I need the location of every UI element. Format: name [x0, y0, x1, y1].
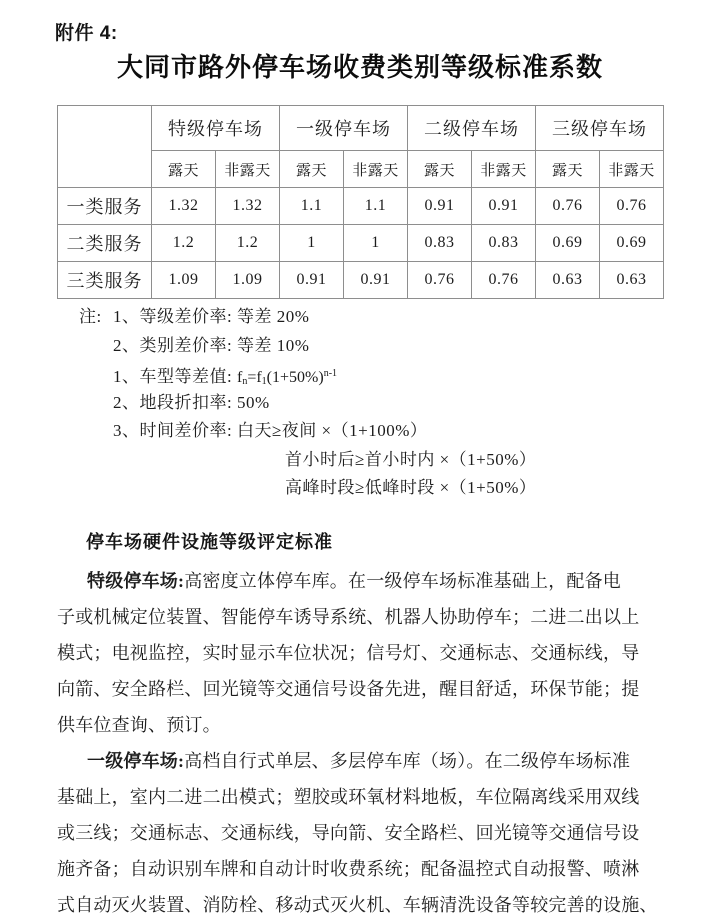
- paragraph-line: 施齐备；自动识别车牌和自动计时收费系统；配备温控式自动报警、喷淋: [57, 859, 640, 879]
- note-number: 1、: [113, 367, 140, 386]
- paragraph-lead-label: 一级停车场:: [87, 751, 185, 771]
- note-text: 车型等差值:: [139, 367, 233, 386]
- table-cell: 0.69: [536, 225, 600, 262]
- body-text-block: [57, 563, 669, 923]
- note-text: 地段折扣率: 50%: [139, 392, 270, 412]
- formula-subscript-n: n: [242, 376, 248, 387]
- paragraph-text: 高密度立体停车库。在一级停车场标准基础上，配备电: [184, 571, 622, 591]
- table-cell: 1.1: [280, 188, 344, 225]
- table-row-label: 一类服务: [58, 188, 152, 225]
- table-subheader: 非露天: [472, 151, 536, 188]
- notes-block: [57, 303, 667, 503]
- table-cell: 1.1: [344, 188, 408, 225]
- note-number: 3、: [113, 421, 140, 440]
- paragraph-line: 向箭、安全路栏、回光镜等交通信号设备先进，醒目舒适，环保节能；提: [57, 679, 640, 699]
- table-subheader: 露天: [408, 151, 472, 188]
- formula-base: f: [236, 369, 243, 386]
- paragraph-text: 高档自行式单层、多层停车库（场）。在二级停车场标准: [184, 751, 631, 771]
- paragraph-lead-label: 特级停车场:: [87, 571, 185, 591]
- table-cell: 0.91: [472, 188, 536, 225]
- table-subheader: 非露天: [600, 151, 664, 188]
- table-cell: 0.91: [280, 262, 344, 299]
- paragraph-line: 供车位查询、预订。: [57, 715, 221, 735]
- table-subheader: 露天: [152, 151, 216, 188]
- table-cell: 1.09: [152, 262, 216, 299]
- paragraph-line: 式自动灭火装置、消防栓、移动式灭火机、车辆清洗设备等较完善的设施、: [57, 895, 658, 915]
- coefficient-table: [57, 105, 664, 299]
- formula-subscript-1: 1: [261, 376, 267, 387]
- table-cell: 0.83: [472, 225, 536, 262]
- note-line: [57, 303, 667, 332]
- table-subheader: 非露天: [344, 151, 408, 188]
- table-row: [58, 225, 664, 262]
- table-row-label: 三类服务: [58, 262, 152, 299]
- table-cell: 1: [344, 225, 408, 262]
- note-text: 等级差价率: 等差 20%: [139, 307, 310, 326]
- table-cell: 0.63: [600, 262, 664, 299]
- table-cell: 0.76: [408, 262, 472, 299]
- note-text: 首小时后≥首小时内 ×（1+50%）: [285, 449, 537, 469]
- table-row: [58, 188, 664, 225]
- formula-body: (1+50%): [266, 369, 324, 386]
- note-text: 时间差价率: 白天≥夜间 ×（1+100%）: [139, 421, 428, 440]
- table-grade-header: 特级停车场: [152, 106, 280, 151]
- table-cell: 1.32: [152, 188, 216, 225]
- note-line-formula: [57, 360, 667, 389]
- table-cell: 0.76: [536, 188, 600, 225]
- note-number: 2、: [113, 392, 140, 412]
- table-cell: 1: [280, 225, 344, 262]
- table-cell: 0.91: [408, 188, 472, 225]
- table-cell: 1.2: [152, 225, 216, 262]
- note-text: 类别差价率: 等差 10%: [139, 335, 310, 355]
- paragraph-first-line: [57, 743, 669, 779]
- paragraph-first-line: [57, 563, 669, 599]
- vehicle-tier-formula: [237, 369, 337, 386]
- note-number: 1、: [113, 307, 140, 326]
- formula-equals: =f: [247, 369, 262, 386]
- attachment-label: 附件 4:: [55, 23, 118, 44]
- paragraph-line: 或三线；交通标志、交通标线，导向箭、安全路栏、回光镜等交通信号设: [57, 823, 640, 843]
- table-cell: 0.69: [600, 225, 664, 262]
- table-cell: 1.09: [216, 262, 280, 299]
- notes-label: 注:: [79, 307, 102, 326]
- table-corner-cell: [58, 106, 152, 188]
- table-cell: 0.76: [600, 188, 664, 225]
- formula-exponent: n-1: [323, 368, 338, 379]
- note-text: 高峰时段≥低峰时段 ×（1+50%）: [285, 478, 537, 497]
- table-row: [58, 262, 664, 299]
- table-cell: 0.91: [344, 262, 408, 299]
- table-cell: 0.83: [408, 225, 472, 262]
- table-cell: 0.76: [472, 262, 536, 299]
- table-subheader: 露天: [280, 151, 344, 188]
- table-cell: 1.2: [216, 225, 280, 262]
- table-subheader: 露天: [536, 151, 600, 188]
- note-number: 2、: [113, 335, 140, 355]
- note-line: [57, 389, 667, 418]
- table-cell: 0.63: [536, 262, 600, 299]
- section-heading: 停车场硬件设施等级评定标准: [86, 532, 333, 552]
- paragraph-line: 基础上，室内二进二出模式；塑胶或环氧材料地板，车位隔离线采用双线: [57, 787, 640, 807]
- table-row-label: 二类服务: [58, 225, 152, 262]
- note-continuation-line: [57, 474, 667, 503]
- table-cell: 1.32: [216, 188, 280, 225]
- page-title: 大同市路外停车场收费类别等级标准系数: [116, 53, 603, 82]
- table-subheader: 非露天: [216, 151, 280, 188]
- table-grade-header: 二级停车场: [408, 106, 536, 151]
- paragraph-line: 模式；电视监控，实时显示车位状况；信号灯、交通标志、交通标线，导: [57, 643, 640, 663]
- table-grade-header: 一级停车场: [280, 106, 408, 151]
- table-header-row-grades: [58, 106, 664, 151]
- note-line: [57, 417, 667, 446]
- paragraph-line: 子或机械定位装置、智能停车诱导系统、机器人协助停车；二进二出以上: [57, 607, 640, 627]
- table-grade-header: 三级停车场: [536, 106, 664, 151]
- note-line: [57, 332, 667, 361]
- note-continuation-line: [57, 446, 667, 475]
- coefficient-table-container: [57, 105, 664, 299]
